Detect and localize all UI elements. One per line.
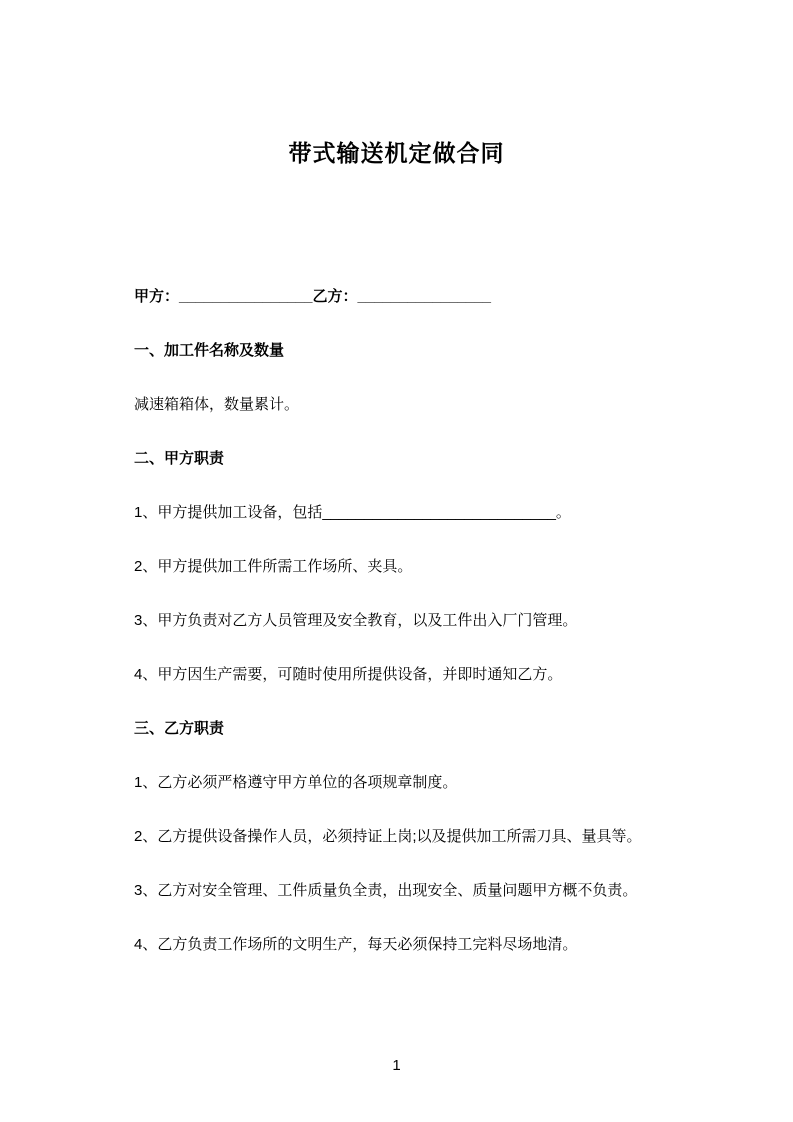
section-heading-3: 三、乙方职责 — [134, 720, 225, 737]
document-body — [134, 286, 703, 955]
list-item: 2、甲方提供加工件所需工作场所、夹具。 — [134, 558, 413, 575]
section-heading-2: 二、甲方职责 — [134, 450, 225, 467]
list-item: 1、甲方提供加工设备，包括____________________________。 — [134, 504, 571, 521]
page-number: 1 — [392, 1057, 401, 1074]
list-item: 4、乙方负责工作场所的文明生产，每天必须保持工完料尽场地清。 — [134, 936, 578, 953]
paragraph: 减速箱箱体，数量累计。 — [134, 396, 300, 413]
list-item: 3、乙方对安全管理、工件质量负全责，出现安全、质量问题甲方概不负责。 — [134, 882, 638, 899]
list-item: 3、甲方负责对乙方人员管理及安全教育，以及工件出入厂门管理。 — [134, 612, 578, 629]
list-item: 4、甲方因生产需要，可随时使用所提供设备，并即时通知乙方。 — [134, 666, 563, 683]
list-item: 1、乙方必须严格遵守甲方单位的各项规章制度。 — [134, 774, 458, 791]
section-heading-1: 一、加工件名称及数量 — [134, 342, 285, 359]
document-title: 带式输送机定做合同 — [288, 140, 505, 166]
party-fill-in-line: 甲方：________________乙方：________________ — [134, 288, 491, 305]
list-item: 2、乙方提供设备操作人员，必须持证上岗;以及提供加工所需刀具、量具等。 — [134, 828, 642, 845]
